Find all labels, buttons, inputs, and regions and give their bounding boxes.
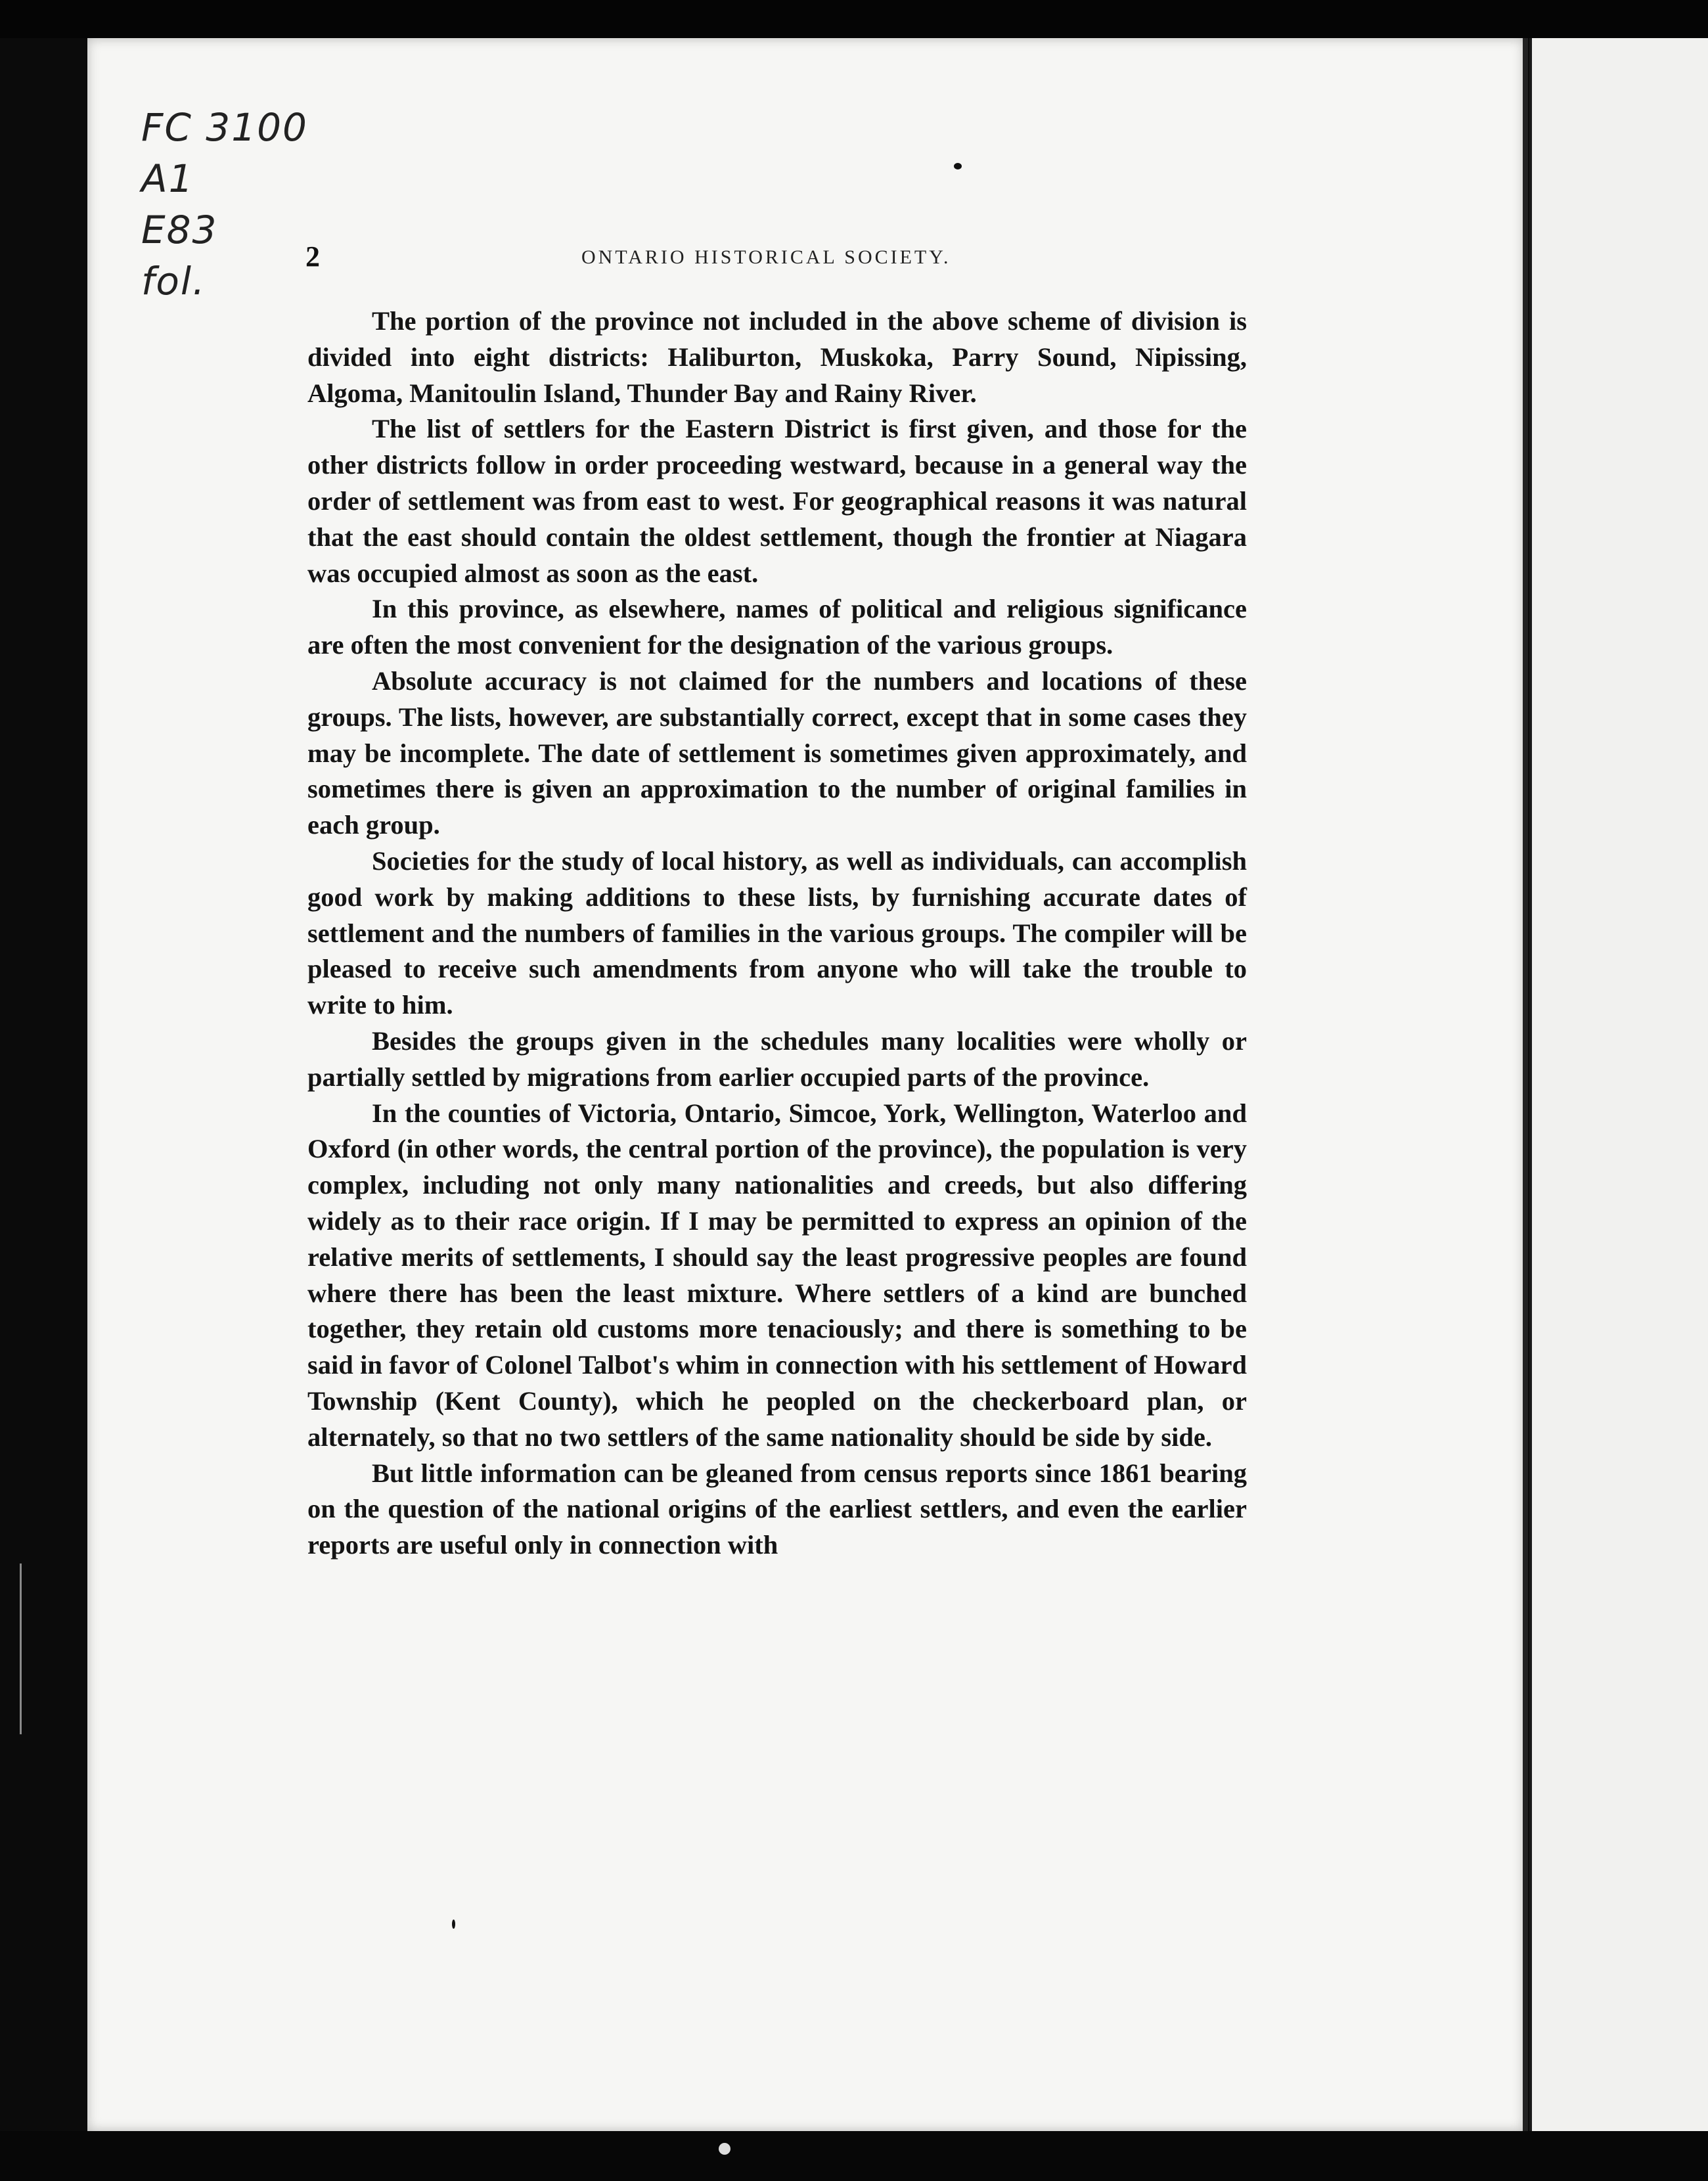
ink-speck (719, 2143, 730, 2155)
scan-border-top (0, 0, 1708, 38)
running-header: ONTARIO HISTORICAL SOCIETY. (581, 246, 951, 268)
paragraph: But little information can be gleaned from census reports since 1861 bearing on the question of the national origins of the earliest settlers, and even the earlier reports are useful only in connection with (307, 1458, 1247, 1560)
call-number-line: FC 3100 (141, 105, 308, 150)
scan-border-bottom (0, 2131, 1708, 2181)
page-gutter (1523, 38, 1528, 2131)
page-number: 2 (305, 240, 320, 273)
paragraph: The list of settlers for the Eastern District is first given, and those for the other districts follow in order proceeding westward, because in a general way the order of settlement was from east to west. For geographical reasons it was natural that the east should contain the oldest settlement, though the frontier at Niagara was occupied almost as soon as the east. (307, 414, 1247, 588)
paragraph: In the counties of Victoria, Ontario, Simcoe, York, Wellington, Waterloo and Oxford (in other words, the central portion of the province), the population is very complex, including not only many nationalities and creeds, but also differing widely as to their race origin. If I may be permitted to express an opinion of the relative merits of settlements, I should say the least progressive peoples are found where there has been the least mixture. Where settlers of a kind are bunched together, they retain old customs more tenaciously; and there is something to be said in favor of Colonel Talbot's whim in connection with his settlement of Howard Township (Kent County), which he peopled on the checkerboard plan, or alternately, so that no two settlers of the same nationality should be side by side. (307, 1098, 1247, 1452)
ink-speck (452, 1920, 455, 1929)
paragraph: The portion of the province not included in the above scheme of division is divided into eight districts: Haliburton, Muskoka, Parry Sound, Nipissing, Algoma, Manitoulin Island, Thunder Bay and Rainy River. (307, 306, 1247, 408)
paragraph: In this province, as elsewhere, names of political and religious significance are often the most convenient for the designation of the various groups. (307, 594, 1247, 660)
call-number-line: E83 (141, 208, 218, 252)
adjacent-page-edge (1529, 38, 1708, 2131)
call-number-line: fol. (141, 259, 206, 304)
handwritten-call-number (141, 102, 308, 307)
ink-speck (954, 163, 962, 169)
scan-fold-mark (0, 1563, 22, 1734)
paragraph: Societies for the study of local history, as well as individuals, can accomplish good work by making additions to these lists, by furnishing accurate dates of settlement and the numbers of families in the various groups. The compiler will be pleased to receive such amendments from anyone who will take the trouble to write to him. (307, 845, 1247, 1020)
paragraph: Besides the groups given in the schedules many localities were wholly or partially settled by migrations from earlier occupied parts of the province. (307, 1025, 1247, 1092)
paragraph: Absolute accuracy is not claimed for the numbers and locations of these groups. The lists, however, are substantially correct, except that in some cases they may be incomplete. The date of settlement is sometimes given approximately, and sometimes there is given an approximation to the number of original families in each group. (307, 665, 1247, 840)
body-text (307, 304, 1247, 1563)
call-number-line: A1 (141, 156, 194, 201)
